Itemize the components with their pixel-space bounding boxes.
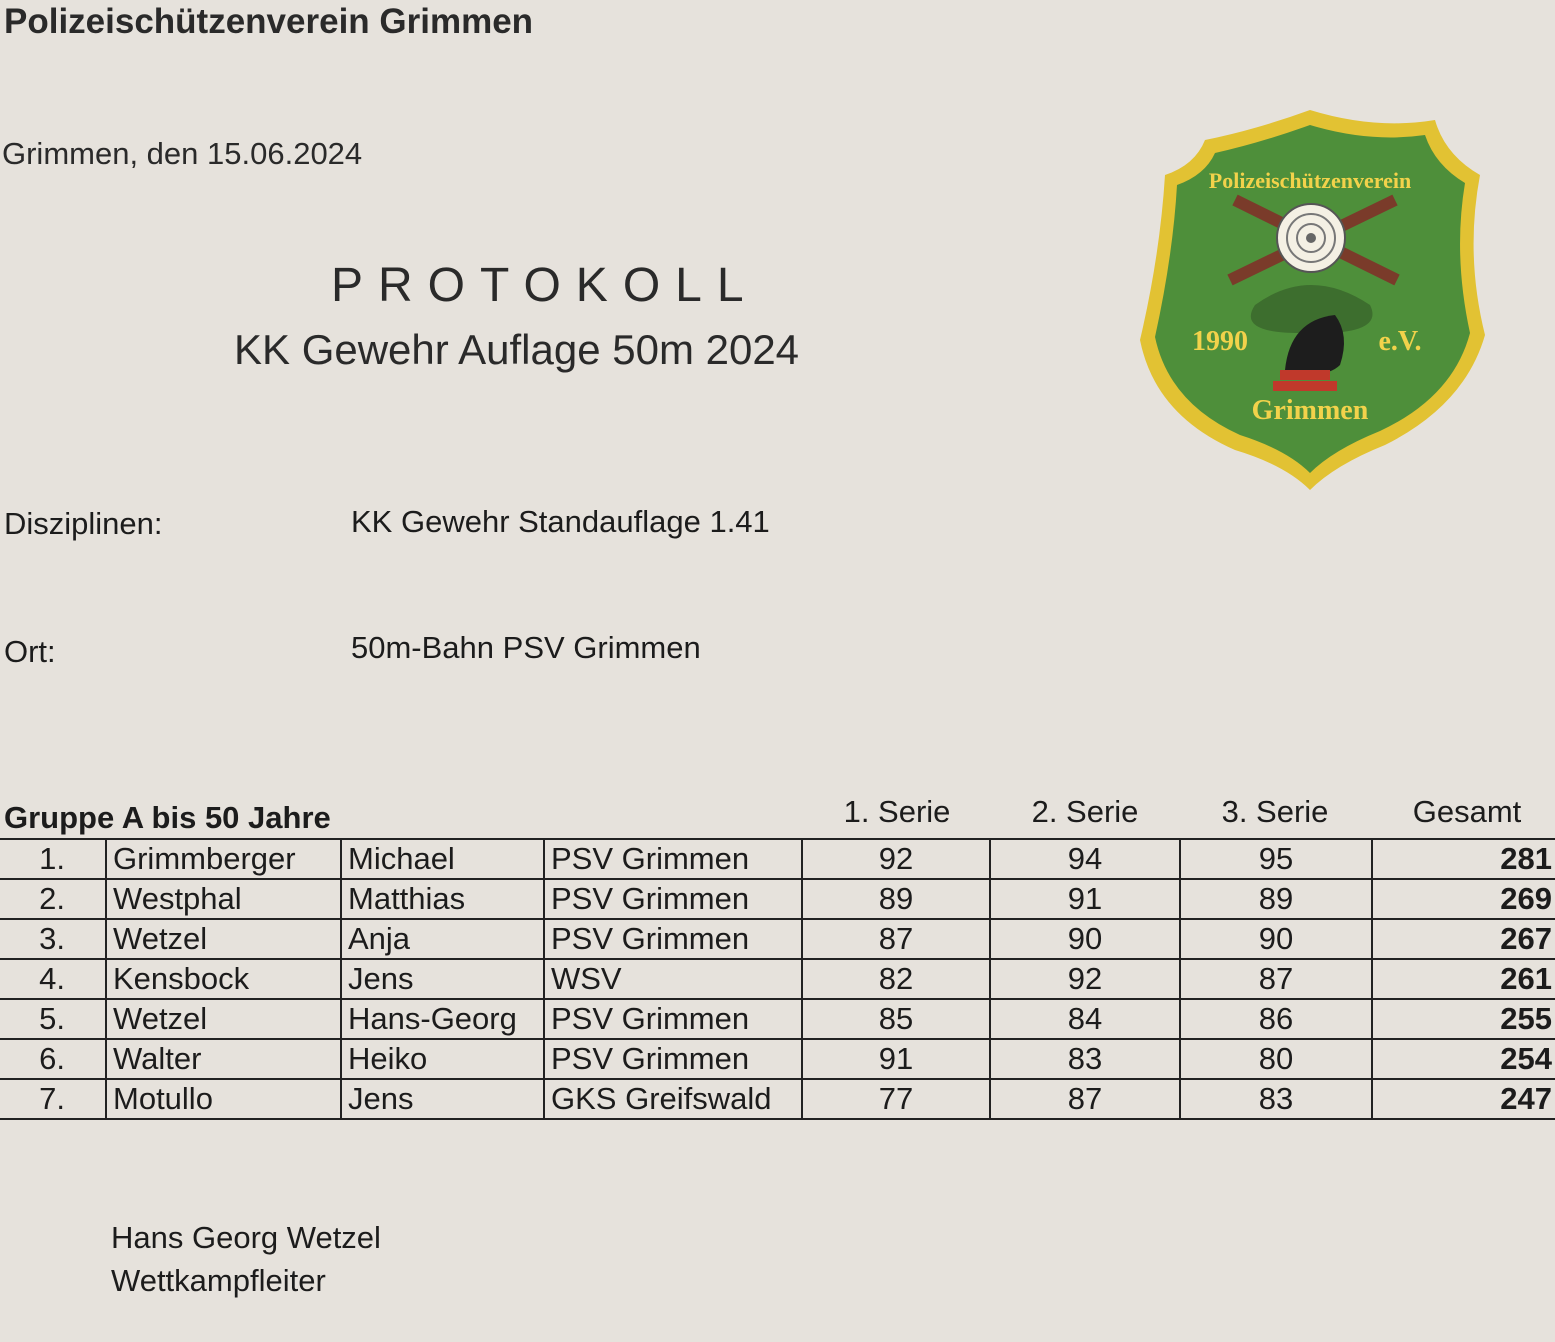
table-row [0,1039,1555,1079]
emblem-bottom-text: Grimmen [1251,395,1369,426]
disciplines-value: KK Gewehr Standauflage 1.41 [351,504,770,539]
series-2-cell: 87 [990,1079,1180,1119]
series-1-cell: 77 [802,1079,990,1119]
total-cell: 281 [1372,839,1555,879]
series-2-cell: 84 [990,999,1180,1039]
signature-name: Hans Georg Wetzel [111,1220,381,1255]
rank-cell: 2. [0,879,106,919]
series-3-cell: 95 [1180,839,1372,879]
last-name-cell: Wetzel [106,999,341,1039]
series-3-cell: 83 [1180,1079,1372,1119]
series-3-cell: 86 [1180,999,1372,1039]
series-3-cell: 80 [1180,1039,1372,1079]
club-emblem [1135,105,1495,495]
last-name-cell: Grimmberger [106,839,341,879]
club-cell: PSV Grimmen [544,999,802,1039]
table-row [0,999,1555,1039]
brick-wall-icon [1280,370,1330,380]
series-1-cell: 87 [802,919,990,959]
document-subtitle: KK Gewehr Auflage 50m 2024 [234,326,800,373]
place-date: Grimmen, den 15.06.2024 [2,136,363,171]
club-cell: PSV Grimmen [544,839,802,879]
emblem-year: 1990 [1192,326,1248,357]
first-name-cell: Anja [341,919,544,959]
first-name-cell: Hans-Georg [341,999,544,1039]
total-cell: 269 [1372,879,1555,919]
signature-role: Wettkampfleiter [111,1263,326,1298]
location-label: Ort: [4,634,56,669]
rank-cell: 4. [0,959,106,999]
rank-cell: 7. [0,1079,106,1119]
last-name-cell: Kensbock [106,959,341,999]
series-1-cell: 92 [802,839,990,879]
total-cell: 267 [1372,919,1555,959]
last-name-cell: Westphal [106,879,341,919]
table-row [0,959,1555,999]
series-1-cell: 82 [802,959,990,999]
first-name-cell: Jens [341,1079,544,1119]
table-row [0,839,1555,879]
table-row [0,1079,1555,1119]
last-name-cell: Wetzel [106,919,341,959]
first-name-cell: Heiko [341,1039,544,1079]
column-header-total: Gesamt [1412,794,1522,829]
last-name-cell: Walter [106,1039,341,1079]
total-cell: 247 [1372,1079,1555,1119]
series-2-cell: 92 [990,959,1180,999]
series-3-cell: 90 [1180,919,1372,959]
series-1-cell: 91 [802,1039,990,1079]
disciplines-label: Disziplinen: [4,506,163,541]
series-2-cell: 90 [990,919,1180,959]
rank-cell: 1. [0,839,106,879]
series-1-cell: 89 [802,879,990,919]
total-cell: 261 [1372,959,1555,999]
club-cell: WSV [544,959,802,999]
last-name-cell: Motullo [106,1079,341,1119]
emblem-top-text: Polizeischützenverein [1208,168,1412,193]
table-row [0,919,1555,959]
document-title: PROTOKOLL [331,259,759,312]
emblem-suffix: e.V. [1378,326,1422,357]
column-header-series-3: 3. Serie [1221,794,1329,829]
results-table [0,838,1555,1120]
rank-cell: 6. [0,1039,106,1079]
rank-cell: 5. [0,999,106,1039]
first-name-cell: Matthias [341,879,544,919]
club-name: Polizeischützenverein Grimmen [4,2,534,41]
club-cell: PSV Grimmen [544,1039,802,1079]
total-cell: 255 [1372,999,1555,1039]
first-name-cell: Michael [341,839,544,879]
club-cell: PSV Grimmen [544,879,802,919]
club-cell: PSV Grimmen [544,919,802,959]
rank-cell: 3. [0,919,106,959]
group-title: Gruppe A bis 50 Jahre [4,800,331,835]
total-cell: 254 [1372,1039,1555,1079]
series-2-cell: 83 [990,1039,1180,1079]
location-value: 50m-Bahn PSV Grimmen [351,630,701,665]
series-3-cell: 89 [1180,879,1372,919]
series-2-cell: 94 [990,839,1180,879]
club-cell: GKS Greifswald [544,1079,802,1119]
series-1-cell: 85 [802,999,990,1039]
first-name-cell: Jens [341,959,544,999]
series-3-cell: 87 [1180,959,1372,999]
column-header-series-1: 1. Serie [843,794,951,829]
series-2-cell: 91 [990,879,1180,919]
table-row [0,879,1555,919]
column-header-series-2: 2. Serie [1031,794,1139,829]
